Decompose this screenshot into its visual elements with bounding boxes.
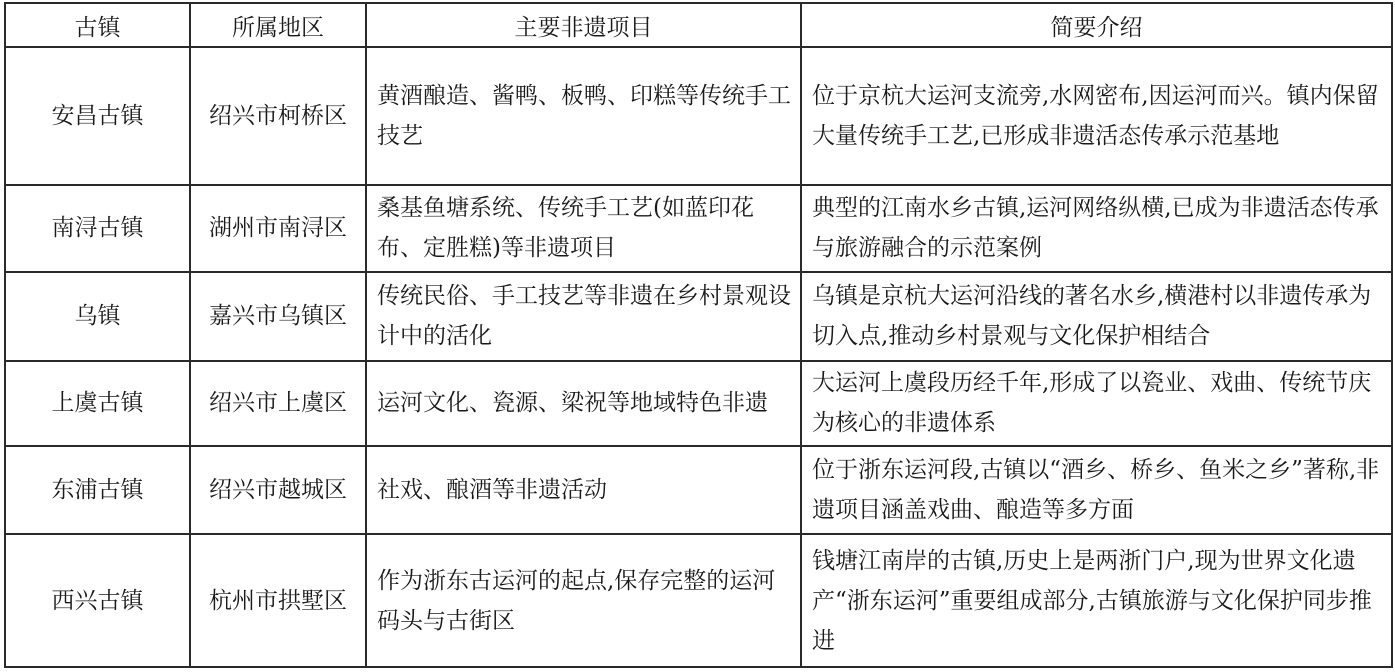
table-row bbox=[5, 446, 1392, 534]
cell-town: 南浔古镇 bbox=[5, 185, 190, 272]
cell-region: 嘉兴市乌镇区 bbox=[190, 272, 366, 360]
cell-intro: 大运河上虞段历经千年,形成了以瓷业、戏曲、传统节庆为核心的非遗体系 bbox=[801, 361, 1392, 446]
cell-heritage: 运河文化、瓷源、梁祝等地域特色非遗 bbox=[366, 361, 801, 446]
table-row bbox=[5, 47, 1392, 185]
cell-intro: 乌镇是京杭大运河沿线的著名水乡,横港村以非遗传承为切入点,推动乡村景观与文化保护相结合 bbox=[801, 272, 1392, 360]
cell-region: 绍兴市上虞区 bbox=[190, 361, 366, 446]
cell-heritage: 社戏、酿酒等非遗活动 bbox=[366, 446, 801, 534]
cell-heritage: 黄酒酿造、酱鸭、板鸭、印糕等传统手工技艺 bbox=[366, 47, 801, 185]
header-heritage: 主要非遗项目 bbox=[366, 3, 801, 47]
cell-heritage: 传统民俗、手工技艺等非遗在乡村景观设计中的活化 bbox=[366, 272, 801, 360]
cell-region: 绍兴市柯桥区 bbox=[190, 47, 366, 185]
cell-town: 西兴古镇 bbox=[5, 534, 190, 667]
cell-town: 安昌古镇 bbox=[5, 47, 190, 185]
cell-region: 绍兴市越城区 bbox=[190, 446, 366, 534]
heritage-towns-table bbox=[4, 2, 1393, 668]
table-row bbox=[5, 534, 1392, 667]
header-row bbox=[5, 3, 1392, 47]
cell-town: 乌镇 bbox=[5, 272, 190, 360]
header-region: 所属地区 bbox=[190, 3, 366, 47]
cell-region: 杭州市拱墅区 bbox=[190, 534, 366, 667]
cell-heritage: 作为浙东古运河的起点,保存完整的运河码头与古街区 bbox=[366, 534, 801, 667]
table-row bbox=[5, 185, 1392, 272]
header-town: 古镇 bbox=[5, 3, 190, 47]
cell-region: 湖州市南浔区 bbox=[190, 185, 366, 272]
cell-town: 东浦古镇 bbox=[5, 446, 190, 534]
table-row bbox=[5, 272, 1392, 360]
cell-intro: 钱塘江南岸的古镇,历史上是两浙门户,现为世界文化遗产“浙东运河”重要组成部分,古镇旅游与文化保护同步推进 bbox=[801, 534, 1392, 667]
header-intro: 简要介绍 bbox=[801, 3, 1392, 47]
cell-intro: 典型的江南水乡古镇,运河网络纵横,已成为非遗活态传承与旅游融合的示范案例 bbox=[801, 185, 1392, 272]
cell-heritage: 桑基鱼塘系统、传统手工艺(如蓝印花布、定胜糕)等非遗项目 bbox=[366, 185, 801, 272]
cell-intro: 位于京杭大运河支流旁,水网密布,因运河而兴。镇内保留大量传统手工艺,已形成非遗活态传承示范基地 bbox=[801, 47, 1392, 185]
cell-town: 上虞古镇 bbox=[5, 361, 190, 446]
table-row bbox=[5, 361, 1392, 446]
cell-intro: 位于浙东运河段,古镇以“酒乡、桥乡、鱼米之乡”著称,非遗项目涵盖戏曲、酿造等多方面 bbox=[801, 446, 1392, 534]
